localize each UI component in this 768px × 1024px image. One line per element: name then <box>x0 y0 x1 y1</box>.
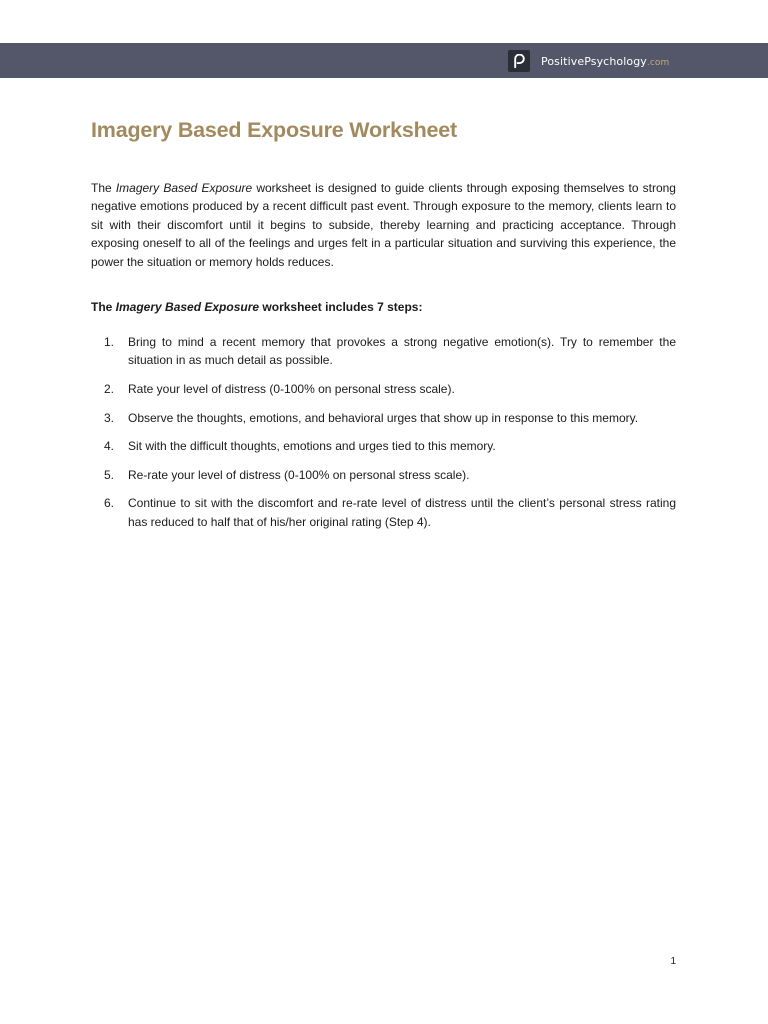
step-item-5 <box>91 466 676 484</box>
step-item-2 <box>91 380 676 398</box>
step-text: Rate your level of distress (0-100% on personal stress scale). <box>128 382 455 397</box>
brand-tld: .com <box>646 57 670 68</box>
intro-body: worksheet is designed to guide clients through exposing themselves to strong negative emotions produced by a recent difficult past event. Through exposure to the memory, clients learn to sit with their discomfort until it begins to subside, thereby learning and practicing acceptance. Through exposing oneself to all of the feelings and urges felt in a particular situation and surviving this experience, the power the situation or memory holds reduces. <box>91 181 676 269</box>
page-number: 1 <box>670 956 676 967</box>
worksheet-content <box>91 114 676 541</box>
steps-heading-rest: worksheet includes 7 steps: <box>259 300 423 315</box>
brand-name-text: PositivePsychology <box>541 54 647 68</box>
p-logo-glyph <box>512 54 526 69</box>
steps-list <box>91 333 676 531</box>
intro-emphasis: Imagery Based Exposure <box>115 181 253 195</box>
positivepsychology-p-logo-icon <box>508 50 530 72</box>
step-text: Re-rate your level of distress (0-100% on personal stress scale). <box>128 467 470 482</box>
step-item-4 <box>91 437 676 455</box>
step-text: Observe the thoughts, emotions, and behavioral urges that show up in response to this memory. <box>128 410 639 425</box>
step-number: 4. <box>103 439 114 454</box>
steps-heading-lead: The <box>91 300 116 315</box>
step-text: Bring to mind a recent memory that provokes a strong negative emotion(s). Try to remember the situation in as much detail as possible. <box>128 335 676 368</box>
steps-heading-emphasis: Imagery Based Exposure <box>115 300 260 315</box>
step-number: 6. <box>103 496 114 511</box>
intro-paragraph <box>91 179 676 271</box>
step-number: 3. <box>103 410 114 425</box>
step-number: 5. <box>103 467 114 482</box>
step-item-3 <box>91 409 676 427</box>
page-title: Imagery Based Exposure Worksheet <box>91 118 458 142</box>
steps-heading <box>91 298 676 316</box>
step-item-1 <box>91 333 676 370</box>
step-item-6 <box>91 494 676 531</box>
brand-link[interactable] <box>508 50 669 72</box>
intro-lead: The <box>91 181 116 195</box>
brand-name <box>541 55 669 68</box>
step-text: Continue to sit with the discomfort and re-rate level of distress until the client’s personal stress rating has reduced to half that of his/her original rating (Step 4). <box>128 496 676 529</box>
step-text: Sit with the difficult thoughts, emotions and urges tied to this memory. <box>128 439 496 454</box>
step-number: 2. <box>103 382 114 397</box>
header-band <box>0 43 768 78</box>
step-number: 1. <box>103 335 114 350</box>
